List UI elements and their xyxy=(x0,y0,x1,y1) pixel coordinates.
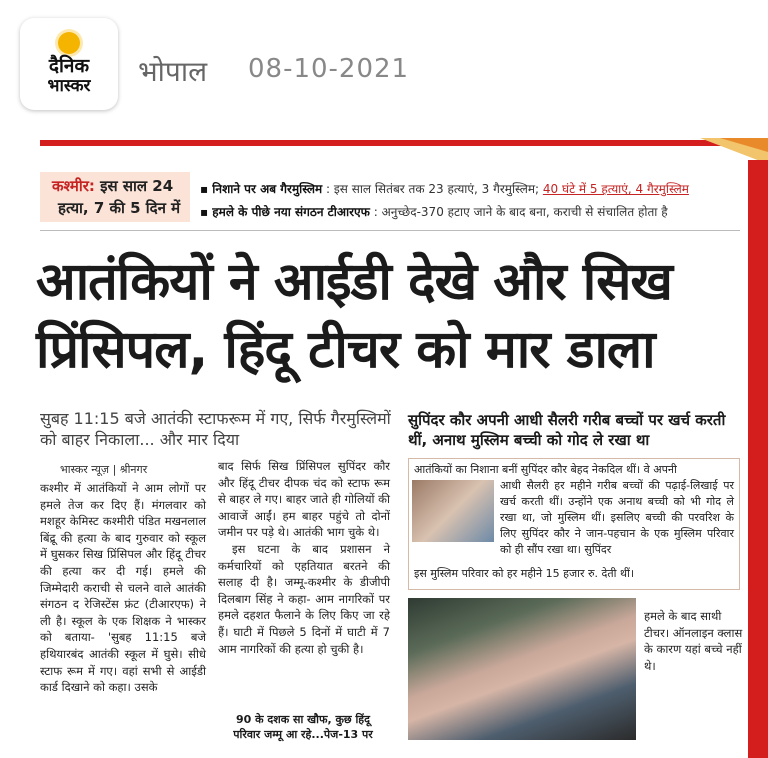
bullet-2 xyxy=(200,203,668,220)
headline-line-2: प्रिंसिपल, हिंदू टीचर को मार डाला xyxy=(36,320,655,380)
box-body: आधी सैलरी हर महीने गरीब बच्चों की पढ़ाई-लिखाई पर खर्च करती थीं। उन्होंने एक अनाथ बच्ची को भी गोद ले रखा था, जो मुस्लिम थीं। इसलिए बच्ची की परवरिश के लिए सुपिंदर कौर ने जान-पहचान के एक मुस्लिम परिवार को ही सौंप रखा था। सुपिंदर xyxy=(500,479,734,556)
bullet-1-title: ▪ निशाने पर अब गैरमुस्लिम xyxy=(200,182,323,196)
article-column-1 xyxy=(40,480,206,696)
right-red-margin xyxy=(748,160,768,758)
dainik-bhaskar-logo xyxy=(20,18,118,110)
sun-icon xyxy=(58,32,80,54)
logo-line-1: दैनिक xyxy=(48,55,90,78)
box-first-line: आतंकियों का निशाना बनीं सुपिंदर कौर बेहद नेकदिल थीं। वे अपनी xyxy=(414,463,677,476)
divider xyxy=(40,230,740,231)
left-subheadline: सुबह 11:15 बजे आतंकी स्टाफरूम में गए, सिर्फ गैरमुस्लिमों को बाहर निकाला... और मार दिया xyxy=(40,409,391,449)
bullet-1 xyxy=(200,180,689,197)
edition-date: 08-10-2021 xyxy=(248,54,410,84)
bullet-1-highlight: 40 घंटे में 5 हत्याएं, 4 गैरमुस्लिम xyxy=(542,182,689,196)
edition-city: भोपाल xyxy=(138,55,208,88)
victim-photo xyxy=(412,480,494,542)
kashmir-stat-box xyxy=(40,172,190,222)
column-2-para-2: इस घटना के बाद प्रशासन ने कर्मचारियों को एहतियात बरतने की सलाह दी है। जम्मू-कश्मीर के डीजीपी दिलबाग सिंह ने कहा- आम नागरिकों पर हमले दहशत फैलाने के लिए किए जा रहे हैं। घाटी में पिछले 5 दिनों में घाटी में 7 आम नागरिकों की हत्या हो चुकी है। xyxy=(218,541,390,656)
column-2-para-1: बाद सिर्फ सिख प्रिंसिपल सुपिंदर कौर और हिंदू टीचर दीपक चंद को स्टाफ रूम से बाहर ले गए। बाहर जाते ही गोलियों की आवाजें आईं। हम बाहर पहुंचे तो दोनों जमीन पर पड़े थे। आतंकी भाग चुके थे। xyxy=(218,459,390,540)
right-subheadline: सुपिंदर कौर अपनी आधी सैलरी गरीब बच्चों पर खर्च करती थीं, अनाथ मुस्लिम बच्ची को गोद ले रखा था xyxy=(408,411,726,449)
box-last-line: इस मुस्लिम परिवार को हर महीने 15 हजार रु. देती थीं। xyxy=(414,567,635,580)
photo-caption: हमले के बाद साथी टीचर। ऑनलाइन क्लास के कारण यहां बच्चे नहीं थे। xyxy=(644,609,743,673)
byline: भास्कर न्यूज़ | श्रीनगर xyxy=(60,463,148,476)
article-column-2 xyxy=(218,458,390,657)
continued-link[interactable]: 90 के दशक सा खौफ, कुछ हिंदू परिवार जम्मू आ रहे...पेज-13 पर xyxy=(233,713,373,741)
bullet-1-text: : इस साल सितंबर तक 23 हत्याएं, 3 गैरमुस्लिम; xyxy=(322,182,543,196)
grieving-teachers-photo xyxy=(408,598,636,740)
header-red-rule xyxy=(40,140,730,146)
logo-line-2: भास्कर xyxy=(47,76,91,97)
column-1-text: कश्मीर में आतंकियों ने आम लोगों पर हमले तेज कर दिए हैं। मंगलवार को मशहूर केमिस्ट कश्मीरी पंडित मखनलाल बिंद्रू की हत्या के बाद गुरुवार को स्कूल में घुसकर सिख प्रिंसिपल और हिंदू टीचर की हत्या कर दी गई। हमले की जिम्मेदारी कराची से चलने वाले आतंकी संगठन द रेजिस्टेंस फ्रंट (टीआरएफ) ने ली है। स्कूल के एक शिक्षक ने भास्कर को बताया- 'सुबह 11:15 बजे हथियारबंद आतंकी स्कूल में घुसे। सीधे स्टाफ रूम में गए। वहां सभी से आईडी कार्ड दिखाने को कहा। उसके xyxy=(40,481,206,695)
headline-line-1: आतंकियों ने आईडी देखे और सिख xyxy=(36,252,672,312)
kashmir-line2: हत्या, 7 की 5 दिन में xyxy=(58,199,181,217)
bullet-2-title: ▪ हमले के पीछे नया संगठन टीआरएफ xyxy=(200,205,370,219)
kashmir-label: कश्मीर: xyxy=(52,177,95,195)
kashmir-line1: इस साल 24 xyxy=(94,177,174,195)
bullet-2-text: : अनुच्छेद-370 हटाए जाने के बाद बना, कराची से संचालित होता है xyxy=(369,205,668,219)
